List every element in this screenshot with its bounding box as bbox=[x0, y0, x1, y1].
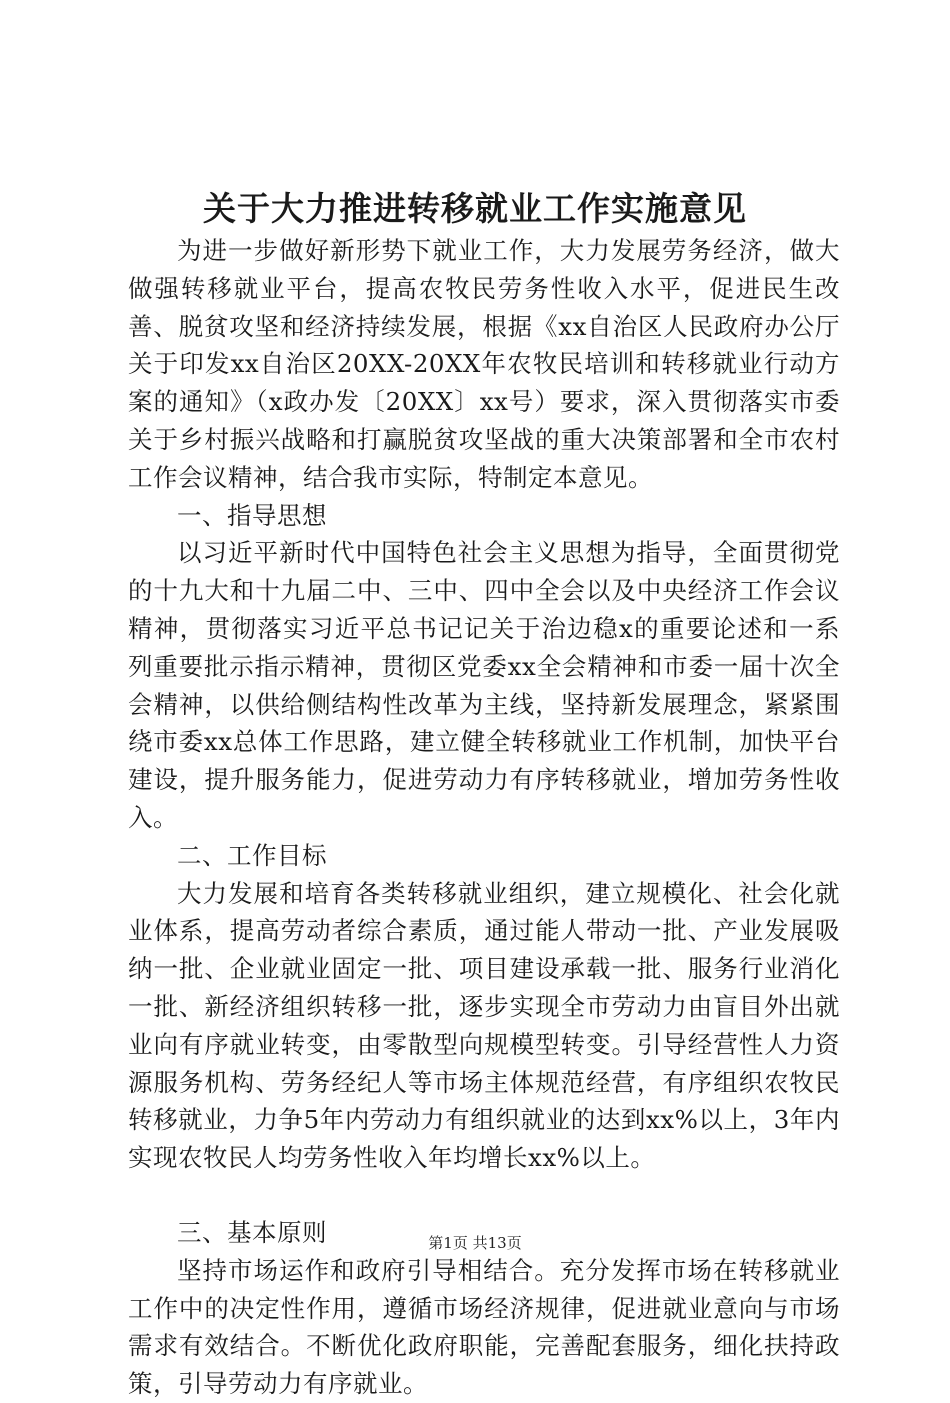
section-heading-work-goals: 二、工作目标 bbox=[177, 840, 327, 870]
basic-principles-paragraph: 坚持市场运作和政府引导相结合。充分发挥市场在转移就业工作中的决定性作用，遵循市场经济规律，促进就业意向与市场需求有效结合。不断优化政府职能，完善配套服务，细化扶持政策，引导劳动力有序就业。 bbox=[128, 1255, 840, 1399]
section-heading-basic-principles: 三、基本原则 bbox=[177, 1217, 327, 1247]
work-goals-paragraph: 大力发展和培育各类转移就业组织，建立规模化、社会化就业体系，提高劳动者综合素质，通过能人带动一批、产业发展吸纳一批、企业就业固定一批、项目建设承载一批、服务行业消化一批、新经济组织转移一批，逐步实现全市劳动力由盲目外出就业向有序就业转变，由零散型向规模型转变。引导经营性人力资源服务机构、劳务经纪人等市场主体规范经营，有序组织农牧民转移就业，力争5年内劳动力有组织就业的达到xx%以上，3年内实现农牧民人均劳务性收入年均增长xx%以上。 bbox=[128, 878, 840, 1173]
document-title: 关于大力推进转移就业工作实施意见 bbox=[203, 189, 747, 228]
intro-paragraph: 为进一步做好新形势下就业工作，大力发展劳务经济，做大做强转移就业平台，提高农牧民劳务性收入水平，促进民生改善、脱贫攻坚和经济持续发展，根据《xx自治区人民政府办公厅关于印发xx自治区20XX-20XX年农牧民培训和转移就业行动方案的通知》（x政办发〔20XX〕xx号）要求，深入贯彻落实市委关于乡村振兴战略和打赢脱贫攻坚战的重大决策部署和全市农村工作会议精神，结合我市实际，特制定本意见。 bbox=[128, 236, 840, 492]
guiding-ideology-paragraph: 以习近平新时代中国特色社会主义思想为指导，全面贯彻党的十九大和十九届二中、三中、四中全会以及中央经济工作会议精神，贯彻落实习近平总书记记关于治边稳x的重要论述和一系列重要批示指示精神，贯彻区党委xx全会精神和市委一届十次全会精神，以供给侧结构性改革为主线，坚持新发展理念，紧紧围绕市委xx总体工作思路，建立健全转移就业工作机制，加快平台建设，提升服务能力，促进劳动力有序转移就业，增加劳务性收入。 bbox=[128, 538, 840, 832]
document-body bbox=[128, 232, 840, 1403]
page-footer: 第1页 共13页 bbox=[428, 1234, 522, 1252]
section-heading-guiding-ideology: 一、指导思想 bbox=[177, 500, 327, 530]
